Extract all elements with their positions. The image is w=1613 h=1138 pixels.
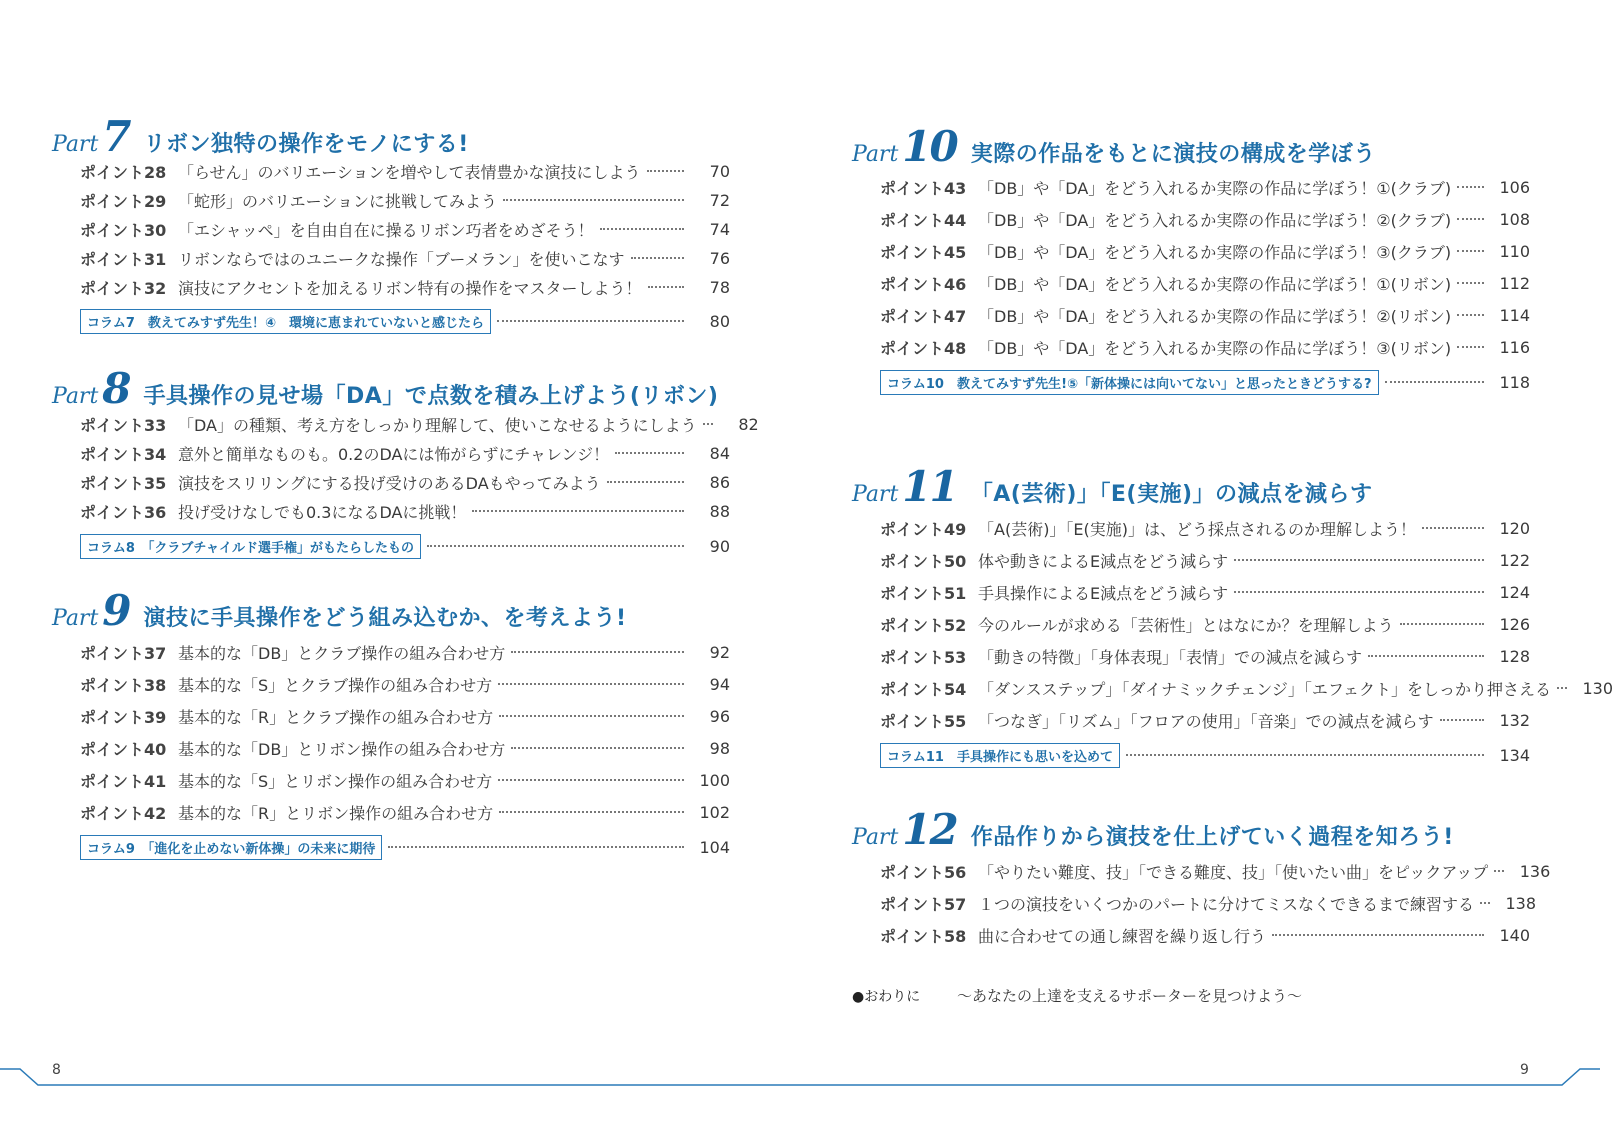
part-title: 手具操作の見せ場「DA」で点数を積み上げよう(リボン) xyxy=(143,384,719,409)
toc-entry-40[interactable] xyxy=(80,736,730,760)
leader-dots xyxy=(1494,870,1504,872)
page-ref: 128 xyxy=(1499,646,1530,666)
point-text: 基本的な「S」とリボン操作の組み合わせ方 xyxy=(178,771,493,791)
part-word: Part xyxy=(52,384,99,409)
point-text: 「DB」や「DA」をどう入れるか実際の作品に学ぼう！①(リボン) xyxy=(978,274,1452,294)
part-9-heading xyxy=(52,586,627,635)
point-label: ポイント46 xyxy=(880,274,967,294)
column-title: コラム7 教えてみすず先生！④ 環境に恵まれていないと感じたら xyxy=(80,309,491,334)
point-text: 基本的な「S」とクラブ操作の組み合わせ方 xyxy=(178,675,493,695)
toc-entry-54[interactable] xyxy=(880,676,1613,700)
point-label: ポイント52 xyxy=(880,615,967,635)
point-label: ポイント58 xyxy=(880,926,967,946)
page-ref: 130 xyxy=(1582,678,1613,698)
page-ref: 132 xyxy=(1499,710,1530,730)
point-label: ポイント41 xyxy=(80,771,167,791)
toc-entry-58[interactable] xyxy=(880,923,1530,947)
page-ref: 102 xyxy=(699,802,730,822)
point-label: ポイント36 xyxy=(80,502,167,522)
page-ref: 112 xyxy=(1499,273,1530,293)
leader-dots xyxy=(511,747,684,749)
closing-entry[interactable] xyxy=(852,985,1302,1006)
part-8-heading xyxy=(52,364,718,413)
part-title: リボン独特の操作をモノにする! xyxy=(143,132,469,157)
toc-entry-33[interactable] xyxy=(80,412,759,436)
part-word: Part xyxy=(852,825,899,850)
page-ref: 84 xyxy=(709,443,730,463)
leader-dots xyxy=(615,452,684,454)
point-text: 演技にアクセントを加えるリボン特有の操作をマスターしよう！ xyxy=(178,278,642,298)
column-entry-10[interactable] xyxy=(880,370,1530,394)
page-ref: 76 xyxy=(709,248,730,268)
toc-entry-44[interactable] xyxy=(880,207,1530,231)
toc-entry-47[interactable] xyxy=(880,303,1530,327)
footer-rule xyxy=(0,1055,1600,1095)
leader-dots xyxy=(1234,591,1484,593)
point-label: ポイント30 xyxy=(80,220,167,240)
page-number-left: 8 xyxy=(52,1062,61,1078)
toc-entry-31[interactable] xyxy=(80,246,730,270)
toc-entry-35[interactable] xyxy=(80,470,730,494)
toc-entry-36[interactable] xyxy=(80,499,730,523)
point-text: 「DB」や「DA」をどう入れるか実際の作品に学ぼう！③(クラブ) xyxy=(978,242,1452,262)
point-label: ポイント51 xyxy=(880,583,967,603)
point-label: ポイント44 xyxy=(880,210,967,230)
point-label: ポイント45 xyxy=(880,242,967,262)
toc-entry-41[interactable] xyxy=(80,768,730,792)
page-ref: 114 xyxy=(1499,305,1530,325)
point-label: ポイント53 xyxy=(880,647,967,667)
part-title: 演技に手具操作をどう組み込むか、を考えよう! xyxy=(143,606,627,631)
column-entry-7[interactable] xyxy=(80,309,730,333)
point-text: 「ダンスステップ」「ダイナミックチェンジ」「エフェクト」をしっかり押さえる xyxy=(978,679,1552,699)
point-text: 基本的な「DB」とリボン操作の組み合わせ方 xyxy=(178,739,506,759)
toc-entry-50[interactable] xyxy=(880,548,1530,572)
leader-dots xyxy=(647,170,684,172)
leader-dots xyxy=(1557,687,1567,689)
part-12-heading xyxy=(852,805,1454,854)
leader-dots xyxy=(1457,346,1484,348)
page-ref: 138 xyxy=(1505,893,1537,913)
leader-dots xyxy=(1400,623,1484,625)
toc-entry-51[interactable] xyxy=(880,580,1530,604)
point-label: ポイント31 xyxy=(80,249,167,269)
point-text: 体や動きによるE減点をどう減らす xyxy=(978,551,1229,571)
column-title: コラム9 「進化を止めない新体操」の未来に期待 xyxy=(80,835,382,860)
leader-dots xyxy=(1234,559,1484,561)
part-word: Part xyxy=(52,606,99,631)
point-text: 今のルールが求める「芸術性」とはなにか？を理解しよう xyxy=(978,615,1394,635)
page-ref: 126 xyxy=(1499,614,1530,634)
point-text: 「A(芸術)」「E(実施)」は、どう採点されるのか理解しよう！ xyxy=(978,519,1417,539)
closing-label: ●おわりに xyxy=(852,989,921,1005)
leader-dots xyxy=(1457,314,1484,316)
toc-entry-38[interactable] xyxy=(80,672,730,696)
toc-entry-32[interactable] xyxy=(80,275,730,299)
point-text: 「つなぎ」「リズム」「フロアの使用」「音楽」での減点を減らす xyxy=(978,711,1434,731)
point-label: ポイント39 xyxy=(80,707,167,727)
page-ref: 134 xyxy=(1499,745,1530,765)
point-text: 「DB」や「DA」をどう入れるか実際の作品に学ぼう！③(リボン) xyxy=(978,338,1452,358)
toc-entry-53[interactable] xyxy=(880,644,1530,668)
point-text: 「DB」や「DA」をどう入れるか実際の作品に学ぼう！②(クラブ) xyxy=(978,210,1452,230)
column-title: コラム10 教えてみすず先生!⑤「新体操には向いてない」と思ったときどうする? xyxy=(880,370,1379,395)
leader-dots xyxy=(600,228,684,230)
part-number: 9 xyxy=(102,586,130,635)
leader-dots xyxy=(1440,719,1484,721)
leader-dots xyxy=(511,651,684,653)
page-ref: 120 xyxy=(1499,518,1530,538)
point-text: 「DB」や「DA」をどう入れるか実際の作品に学ぼう！①(クラブ) xyxy=(978,178,1452,198)
point-label: ポイント50 xyxy=(880,551,967,571)
point-label: ポイント32 xyxy=(80,278,167,298)
part-word: Part xyxy=(852,482,899,507)
point-label: ポイント37 xyxy=(80,643,167,663)
leader-dots xyxy=(1272,934,1484,936)
point-text: 「DB」や「DA」をどう入れるか実際の作品に学ぼう！②(リボン) xyxy=(978,306,1452,326)
leader-dots xyxy=(427,545,684,547)
leader-dots xyxy=(497,320,684,322)
part-title: 「A(芸術)」「E(実施)」の減点を減らす xyxy=(970,482,1373,507)
point-text: 「エシャッペ」を自由自在に操るリボン巧者をめざそう！ xyxy=(178,220,594,240)
page-ref: 88 xyxy=(709,501,730,521)
part-word: Part xyxy=(852,142,899,167)
point-label: ポイント55 xyxy=(880,711,967,731)
toc-entry-52[interactable] xyxy=(880,612,1530,636)
part-11-heading xyxy=(852,462,1373,511)
point-text: 「動きの特徴」「身体表現」「表情」での減点を減らす xyxy=(978,647,1363,667)
closing-text: ～あなたの上達を支えるサポーターを見つけよう～ xyxy=(957,987,1303,1005)
toc-entry-48[interactable] xyxy=(880,335,1530,359)
page-ref: 74 xyxy=(709,219,730,239)
toc-entry-55[interactable] xyxy=(880,708,1530,732)
point-text: 「やりたい難度、技」「できる難度、技」「使いたい曲」をピックアップ xyxy=(978,862,1489,882)
toc-entry-34[interactable] xyxy=(80,441,730,465)
right-page xyxy=(800,0,1613,1138)
point-text: 「DA」の種類、考え方をしっかり理解して、使いこなせるようにしよう xyxy=(178,415,697,435)
leader-dots xyxy=(499,715,684,717)
point-text: 意外と簡単なものも。0.2のDAには怖がらずにチャレンジ！ xyxy=(178,444,610,464)
toc-entry-57[interactable] xyxy=(880,891,1537,915)
part-word: Part xyxy=(52,132,99,157)
toc-entry-39[interactable] xyxy=(80,704,730,728)
page-ref: 104 xyxy=(699,837,730,857)
leader-dots xyxy=(631,257,684,259)
page-ref: 82 xyxy=(738,414,759,434)
point-text: 基本的な「R」とリボン操作の組み合わせ方 xyxy=(178,803,494,823)
leader-dots xyxy=(648,286,684,288)
page-ref: 108 xyxy=(1499,209,1530,229)
page-ref: 140 xyxy=(1499,925,1530,945)
column-entry-11[interactable] xyxy=(880,743,1530,767)
page-ref: 110 xyxy=(1499,241,1530,261)
part-10-heading xyxy=(852,122,1376,171)
point-label: ポイント38 xyxy=(80,675,167,695)
leader-dots xyxy=(703,423,713,425)
toc-entry-56[interactable] xyxy=(880,859,1551,883)
page-ref: 116 xyxy=(1499,337,1530,357)
page-ref: 100 xyxy=(699,770,730,790)
leader-dots xyxy=(607,481,684,483)
page-ref: 106 xyxy=(1499,177,1530,197)
leader-dots xyxy=(499,811,684,813)
page-ref: 94 xyxy=(709,674,730,694)
leader-dots xyxy=(503,199,684,201)
page-ref: 90 xyxy=(709,536,730,556)
leader-dots xyxy=(1457,218,1484,220)
leader-dots xyxy=(1126,754,1484,756)
leader-dots xyxy=(498,779,684,781)
point-text: リボンならではのユニークな操作「ブーメラン」を使いこなす xyxy=(178,249,625,269)
point-label: ポイント48 xyxy=(880,338,967,358)
point-text: 「らせん」のバリエーションを増やして表情豊かな演技にしよう xyxy=(178,162,641,182)
page-ref: 80 xyxy=(709,311,730,331)
point-text: 演技をスリリングにする投げ受けのあるDAもやってみよう xyxy=(178,473,601,493)
toc-entry-43[interactable] xyxy=(880,175,1530,199)
point-text: １つの演技をいくつかのパートに分けてミスなくできるまで練習する xyxy=(978,894,1475,914)
point-label: ポイント34 xyxy=(80,444,167,464)
page-ref: 72 xyxy=(709,190,730,210)
part-number: 10 xyxy=(902,122,957,171)
point-label: ポイント57 xyxy=(880,894,967,914)
point-label: ポイント47 xyxy=(880,306,967,326)
point-text: 「蛇形」のバリエーションに挑戦してみよう xyxy=(178,191,498,211)
part-7-heading xyxy=(52,112,469,161)
point-label: ポイント49 xyxy=(880,519,967,539)
leader-dots xyxy=(1422,527,1484,529)
point-text: 基本的な「R」とクラブ操作の組み合わせ方 xyxy=(178,707,494,727)
page-ref: 70 xyxy=(709,161,730,181)
page-ref: 78 xyxy=(709,277,730,297)
point-text: 手具操作によるE減点をどう減らす xyxy=(978,583,1229,603)
point-label: ポイント42 xyxy=(80,803,167,823)
part-number: 12 xyxy=(902,805,957,854)
page-ref: 118 xyxy=(1499,372,1530,392)
page-ref: 122 xyxy=(1499,550,1530,570)
toc-entry-28[interactable] xyxy=(80,159,730,183)
leader-dots xyxy=(472,510,684,512)
page-ref: 98 xyxy=(709,738,730,758)
point-label: ポイント28 xyxy=(80,162,167,182)
toc-entry-42[interactable] xyxy=(80,800,730,824)
part-number: 11 xyxy=(902,462,957,511)
point-text: 投げ受けなしでも0.3になるDAに挑戦！ xyxy=(178,502,467,522)
page-ref: 86 xyxy=(709,472,730,492)
page-ref: 96 xyxy=(709,706,730,726)
point-text: 基本的な「DB」とクラブ操作の組み合わせ方 xyxy=(178,643,506,663)
leader-dots xyxy=(388,846,684,848)
leader-dots xyxy=(1457,282,1484,284)
point-label: ポイント54 xyxy=(880,679,967,699)
leader-dots xyxy=(1457,250,1484,252)
leader-dots xyxy=(1480,902,1490,904)
page-ref: 92 xyxy=(709,642,730,662)
point-label: ポイント56 xyxy=(880,862,967,882)
leader-dots xyxy=(1368,655,1484,657)
page-number-right: 9 xyxy=(1520,1062,1529,1078)
part-title: 実際の作品をもとに演技の構成を学ぼう xyxy=(970,142,1376,167)
column-entry-9[interactable] xyxy=(80,835,730,859)
point-label: ポイント43 xyxy=(880,178,967,198)
toc-entry-29[interactable] xyxy=(80,188,730,212)
left-page xyxy=(0,0,800,1138)
toc-entry-46[interactable] xyxy=(880,271,1530,295)
point-label: ポイント35 xyxy=(80,473,167,493)
column-title: コラム11 手具操作にも思いを込めて xyxy=(880,743,1120,768)
part-title: 作品作りから演技を仕上げていく過程を知ろう! xyxy=(970,825,1454,850)
column-entry-8[interactable] xyxy=(80,534,730,558)
column-title: コラム8 「クラブチャイルド選手権」がもたらしたもの xyxy=(80,534,421,559)
point-label: ポイント33 xyxy=(80,415,167,435)
leader-dots xyxy=(498,683,684,685)
toc-entry-45[interactable] xyxy=(880,239,1530,263)
point-label: ポイント29 xyxy=(80,191,167,211)
leader-dots xyxy=(1385,381,1484,383)
page-ref: 136 xyxy=(1519,861,1551,881)
part-number: 8 xyxy=(102,364,130,413)
part-number: 7 xyxy=(102,112,130,161)
toc-entry-30[interactable] xyxy=(80,217,730,241)
page-ref: 124 xyxy=(1499,582,1530,602)
leader-dots xyxy=(1457,186,1484,188)
point-label: ポイント40 xyxy=(80,739,167,759)
point-text: 曲に合わせての通し練習を繰り返し行う xyxy=(978,926,1267,946)
toc-entry-37[interactable] xyxy=(80,640,730,664)
toc-entry-49[interactable] xyxy=(880,516,1530,540)
